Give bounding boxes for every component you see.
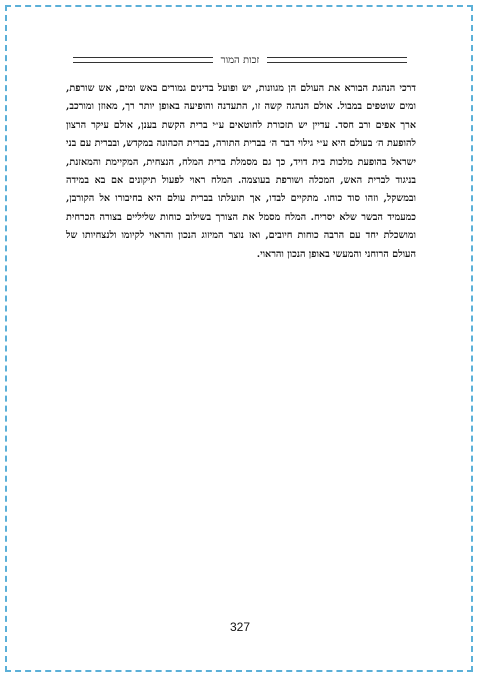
running-header bbox=[73, 50, 407, 70]
header-rule-left bbox=[73, 57, 213, 63]
header-title: זכות המור bbox=[220, 54, 260, 66]
header-rule-right bbox=[267, 57, 407, 63]
body-paragraph: דרכי הנהגת הבורא את העולם הן מגוונות, יש ופועל בדינים גמורים באש ומים, אש שורפת, ומים שוטפים במבול. אולם הנהגה קשה זו, התעדנה והופיעה באופן יותר רך, מאוזן ומורכב, ארך אפים ורב חסד. עדיין יש תזכורת לחוטאים ע״י ברית הקשת בענן, אולם עיקר הרצון להופעת ה׳ בעולם היא ע״י גילוי דבר ה׳ בברית התורה, בברית הכהונה במקדש, ובברית עם בני ישראל בהופעת מלכות בית דויד, כך גם מסמלת ברית המלח, הנצחית, המקיימת והמאזנת, בניגוד לברית האש, המכלה ושורפת בעוצמה. המלח ראוי לפעול תיקונים אם בא במידה ובמשקל, וזהו סוד כוחו. מתקיים לבדו, אך תועלתו בברית עולם היא בחיבורו אל הקורבן, כמעמיד הבשר שלא יסריח. המלח מסמל את הצורך בשילוב כוחות שליליים בצורה הכרחית ומושכלת יחד עם הרבה כוחות חיובים, ואז נוצר המיזוג הנכון והראוי לקיומו ולנצחיותו של העולם הרוחני והמעשי באופן הנכון והראוי. bbox=[66, 83, 416, 260]
page-number: 327 bbox=[229, 620, 251, 634]
